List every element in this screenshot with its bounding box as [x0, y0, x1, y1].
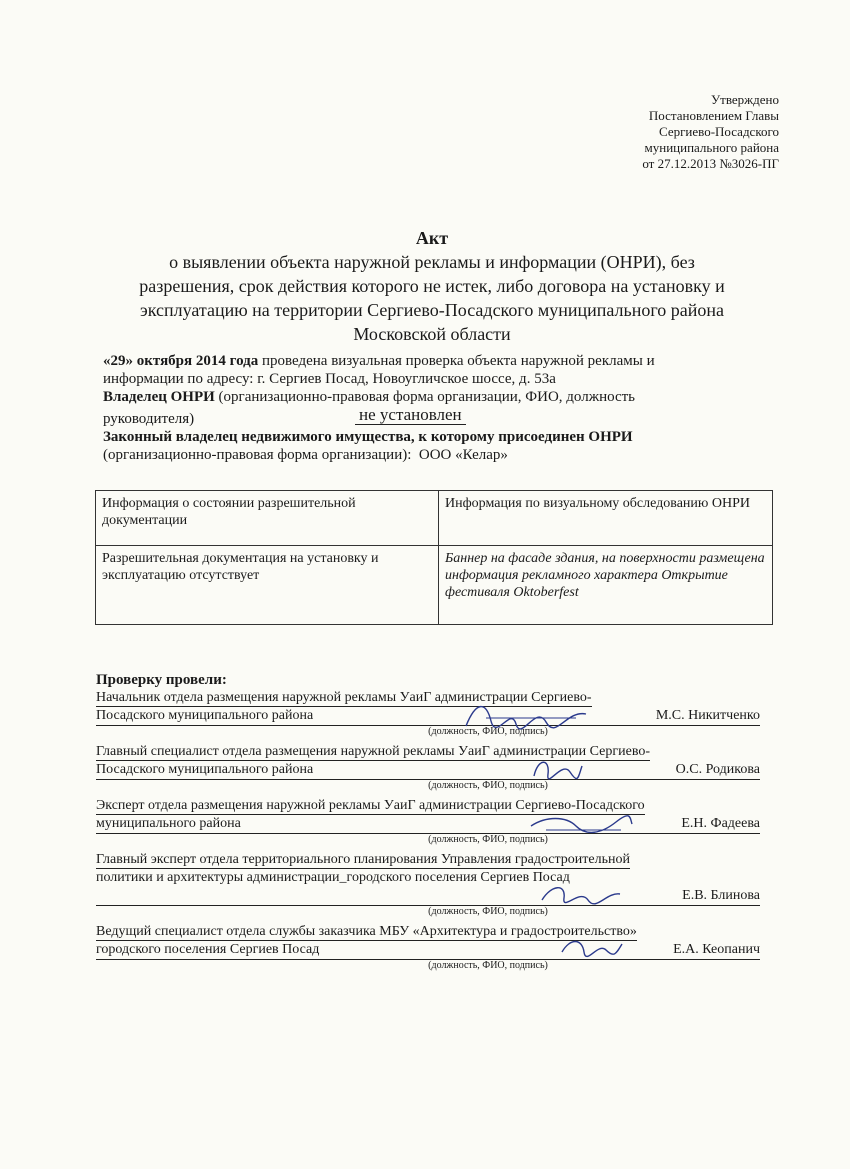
inspector-name: Е.Н. Фадеева	[681, 816, 760, 831]
title-heading: Акт	[415, 228, 449, 248]
table-row	[96, 546, 773, 625]
legal-owner-value: ООО «Келар»	[418, 447, 508, 463]
inspectors-section	[96, 672, 760, 978]
table-cell-permit: Разрешительная документация на установку и эксплуатацию отсутствует	[96, 546, 439, 625]
table-cell-visual: Баннер на фасаде здания, на поверхности размещена информация рекламного характера Открытие фестиваля Oktoberfest	[439, 546, 773, 625]
approval-line: Сергиево-Посадского	[659, 124, 779, 139]
approval-line: Постановлением Главы	[648, 108, 779, 123]
signature-hint: (должность, ФИО, подпись)	[428, 834, 548, 845]
approval-line: муниципального района	[644, 140, 779, 155]
signature-hint: (должность, ФИО, подпись)	[428, 780, 548, 791]
document-title	[96, 226, 768, 346]
inspector-name: Е.А. Кеопанич	[673, 942, 760, 957]
title-line: Московской области	[353, 324, 511, 344]
owner-desc: (организационно-правовая форма организации, ФИО, должность	[214, 389, 636, 405]
inspector-position-cont: Посадского муниципального района	[96, 762, 314, 777]
inspectors-heading: Проверку провели:	[96, 672, 227, 688]
table-header-cell: Информация о состоянии разрешительной документации	[96, 491, 439, 546]
inspector-position-cont: Посадского муниципального района	[96, 708, 314, 723]
inspector-position-cont: муниципального района	[96, 816, 241, 831]
inspector-position: Ведущий специалист отдела службы заказчика МБУ «Архитектура и градостроительство»	[96, 924, 637, 939]
table-header-row	[96, 491, 773, 546]
inspector-position-cont: городского поселения Сергиев Посад	[96, 942, 320, 957]
title-line: эксплуатацию на территории Сергиево-Посадского муниципального района	[139, 300, 725, 320]
address-line: информации по адресу: г. Сергиев Посад, Новоугличское шоссе, д. 53а	[103, 371, 556, 387]
approval-line: Утверждено	[710, 92, 779, 107]
owner-label: Владелец ОНРИ	[103, 389, 215, 405]
inspector-entry	[96, 924, 760, 972]
title-line: разрешения, срок действия которого не истек, либо договора на установку и	[139, 276, 725, 296]
inspector-position: Главный эксперт отдела территориального планирования Управления градостроительной	[96, 852, 630, 867]
signature-hint: (должность, ФИО, подпись)	[428, 960, 548, 971]
inspection-date: «29» октября 2014 года	[103, 353, 259, 369]
approval-line: от 27.12.2013 №3026-ПГ	[642, 156, 779, 171]
title-line: о выявлении объекта наружной рекламы и информации (ОНРИ), без	[169, 252, 695, 272]
table-header-cell: Информация по визуальному обследованию ОНРИ	[439, 491, 773, 546]
inspector-position: Главный специалист отдела размещения наружной рекламы УаиГ администрации Сергиево-	[96, 744, 651, 759]
signature-hint: (должность, ФИО, подпись)	[428, 906, 548, 917]
inspector-entry	[96, 852, 760, 918]
inspector-entry	[96, 744, 760, 792]
intro-text: проведена визуальная проверка объекта наружной рекламы и	[258, 353, 655, 369]
info-table	[95, 490, 773, 625]
legal-owner-label: Законный владелец недвижимого имущества, к которому присоединен ОНРИ	[103, 429, 633, 445]
inspector-name: Е.В. Блинова	[682, 888, 760, 903]
inspector-position-cont: политики и архитектуры администрации_городского поселения Сергиев Посад	[96, 870, 570, 885]
inspection-intro	[103, 352, 773, 464]
inspector-name: О.С. Родикова	[675, 762, 760, 777]
approval-stamp	[642, 92, 779, 172]
inspector-position: Эксперт отдела размещения наружной рекламы УаиГ администрации Сергиево-Посадского	[96, 798, 645, 813]
inspector-entry	[96, 690, 760, 738]
owner-desc-cont: руководителя)	[103, 411, 195, 427]
inspector-entry	[96, 798, 760, 846]
inspector-name: М.С. Никитченко	[655, 708, 760, 723]
signature-hint: (должность, ФИО, подпись)	[428, 726, 548, 737]
inspector-position: Начальник отдела размещения наружной рекламы УаиГ администрации Сергиево-	[96, 690, 592, 705]
legal-owner-desc: (организационно-правовая форма организации):	[103, 447, 412, 463]
owner-value: не установлен	[355, 406, 466, 425]
